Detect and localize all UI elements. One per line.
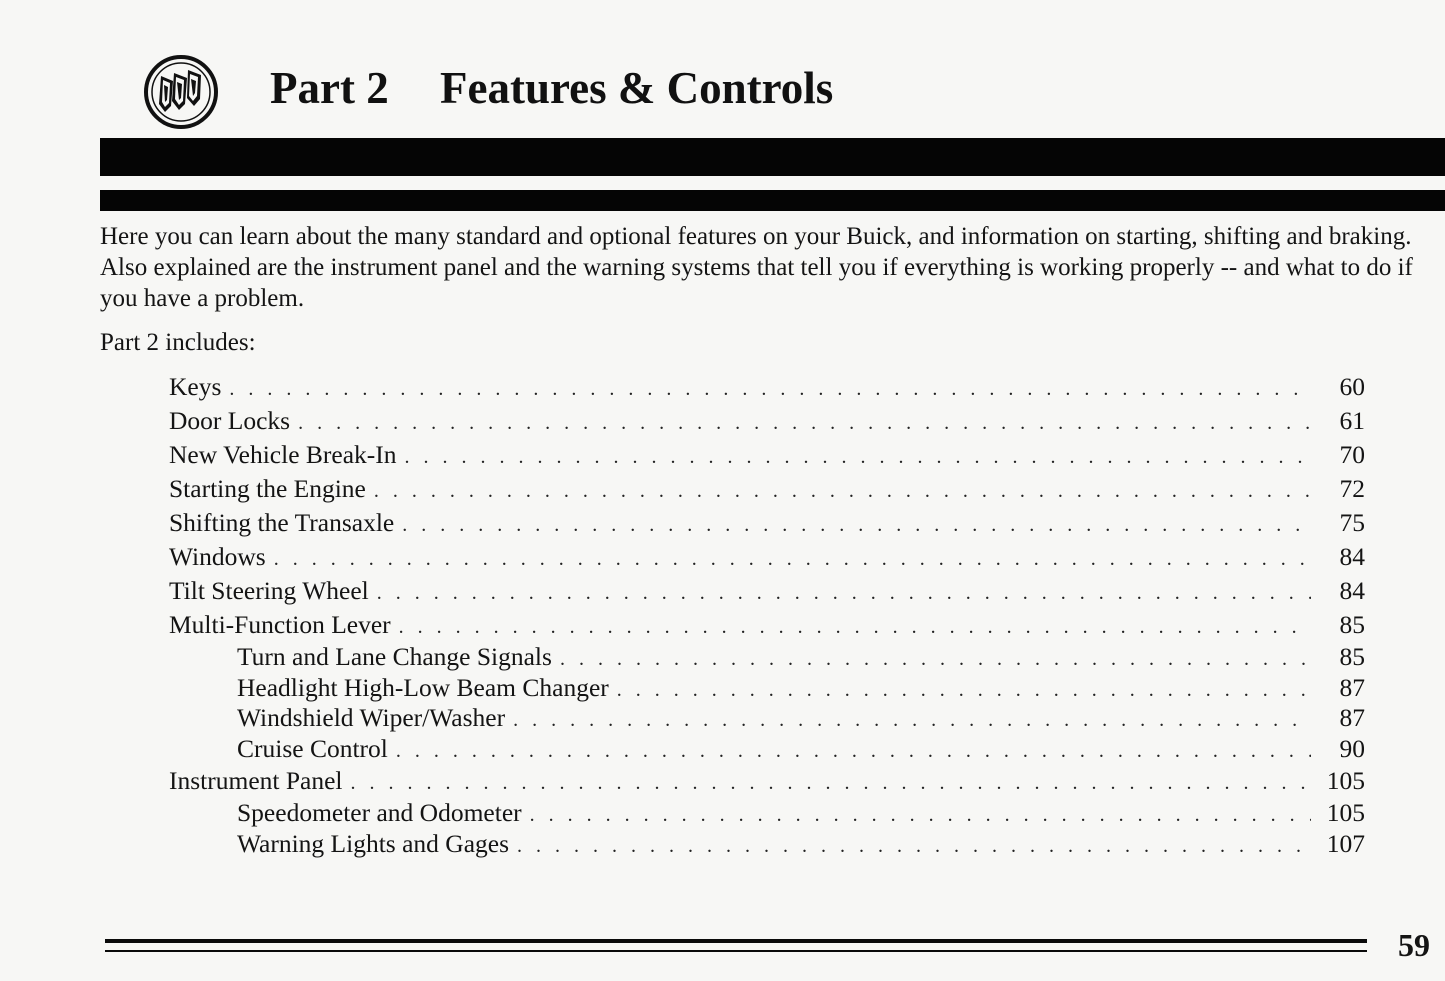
part-heading [270, 60, 833, 116]
part-title: Features & Controls [440, 63, 834, 113]
toc-leader-dots [396, 738, 1311, 766]
header-bar-thin [100, 190, 1445, 211]
includes-label: Part 2 includes: [100, 329, 256, 356]
intro-paragraph: Here you can learn about the many standard and optional features on your Buick, and information on starting, shifting and braking. Also explained are the instrument panel and the warning systems that tell you if everything is working properly -- and what to do if you have a problem. [100, 223, 1413, 312]
toc-entry-page: 85 [1339, 642, 1365, 671]
toc-entry-label: Instrument Panel [169, 766, 343, 795]
table-of-contents [169, 371, 1365, 860]
page-number: 59 [1398, 927, 1430, 963]
buick-logo-icon [143, 54, 219, 130]
toc-entry-label: Shifting the Transaxle [169, 508, 395, 537]
toc-entry[interactable] [169, 704, 1365, 735]
toc-entry[interactable] [169, 765, 1365, 799]
toc-leader-dots [402, 510, 1311, 541]
toc-entry-page: 87 [1339, 703, 1365, 732]
toc-leader-dots [560, 646, 1311, 674]
toc-entry-page: 70 [1339, 440, 1365, 469]
toc-entry-page: 84 [1339, 542, 1365, 571]
toc-entry-label: Turn and Lane Change Signals [237, 642, 552, 671]
toc-leader-dots [399, 612, 1311, 643]
toc-entry-label: Door Locks [169, 406, 291, 435]
toc-entry[interactable] [169, 609, 1365, 643]
toc-entry-label: Windshield Wiper/Washer [237, 703, 506, 732]
toc-entry-label: Warning Lights and Gages [237, 828, 510, 858]
toc-entry-page: 60 [1339, 372, 1365, 401]
toc-leader-dots [405, 442, 1311, 473]
toc-leader-dots [229, 374, 1311, 405]
toc-entry[interactable] [169, 674, 1365, 705]
toc-entry-label: Multi-Function Lever [169, 610, 391, 639]
toc-entry[interactable] [169, 643, 1365, 674]
toc-entry[interactable] [169, 507, 1365, 541]
part-number: Part 2 [270, 63, 389, 113]
toc-entry[interactable] [169, 541, 1365, 575]
toc-leader-dots [517, 833, 1311, 861]
toc-entry-label: Tilt Steering Wheel [169, 576, 369, 605]
toc-leader-dots [617, 677, 1311, 705]
toc-leader-dots [274, 544, 1311, 575]
toc-entry-label: Windows [169, 542, 266, 571]
toc-leader-dots [530, 802, 1311, 830]
toc-leader-dots [351, 768, 1311, 799]
toc-entry[interactable] [169, 405, 1365, 439]
toc-entry[interactable] [169, 473, 1365, 507]
toc-entry-page: 87 [1339, 672, 1365, 702]
toc-leader-dots [377, 578, 1311, 609]
toc-entry-page: 90 [1339, 733, 1365, 763]
toc-entry-page: 72 [1339, 474, 1365, 503]
footer-rule-thin [105, 950, 1367, 952]
toc-entry-label: Starting the Engine [169, 474, 366, 503]
footer-rule [105, 939, 1367, 943]
toc-leader-dots [513, 707, 1311, 735]
toc-entry-page: 105 [1326, 798, 1365, 827]
toc-entry-label: Cruise Control [237, 733, 388, 763]
toc-entry[interactable] [169, 830, 1365, 861]
toc-entry[interactable] [169, 735, 1365, 766]
toc-entry-label: Headlight High-Low Beam Changer [237, 672, 609, 702]
toc-entry[interactable] [169, 799, 1365, 830]
toc-entry-page: 107 [1326, 828, 1365, 858]
toc-entry-page: 61 [1339, 406, 1365, 435]
toc-leader-dots [374, 476, 1311, 507]
toc-entry-page: 105 [1326, 766, 1365, 795]
toc-leader-dots [298, 408, 1311, 439]
toc-entry-label: Speedometer and Odometer [237, 798, 522, 827]
toc-entry[interactable] [169, 371, 1365, 405]
toc-entry-page: 85 [1339, 610, 1365, 639]
header-bar-thick [100, 138, 1445, 176]
toc-entry-label: New Vehicle Break-In [169, 440, 397, 469]
toc-entry-page: 84 [1339, 576, 1365, 605]
toc-entry-label: Keys [169, 372, 222, 401]
toc-entry-page: 75 [1339, 508, 1365, 537]
toc-entry[interactable] [169, 439, 1365, 473]
toc-entry[interactable] [169, 575, 1365, 609]
